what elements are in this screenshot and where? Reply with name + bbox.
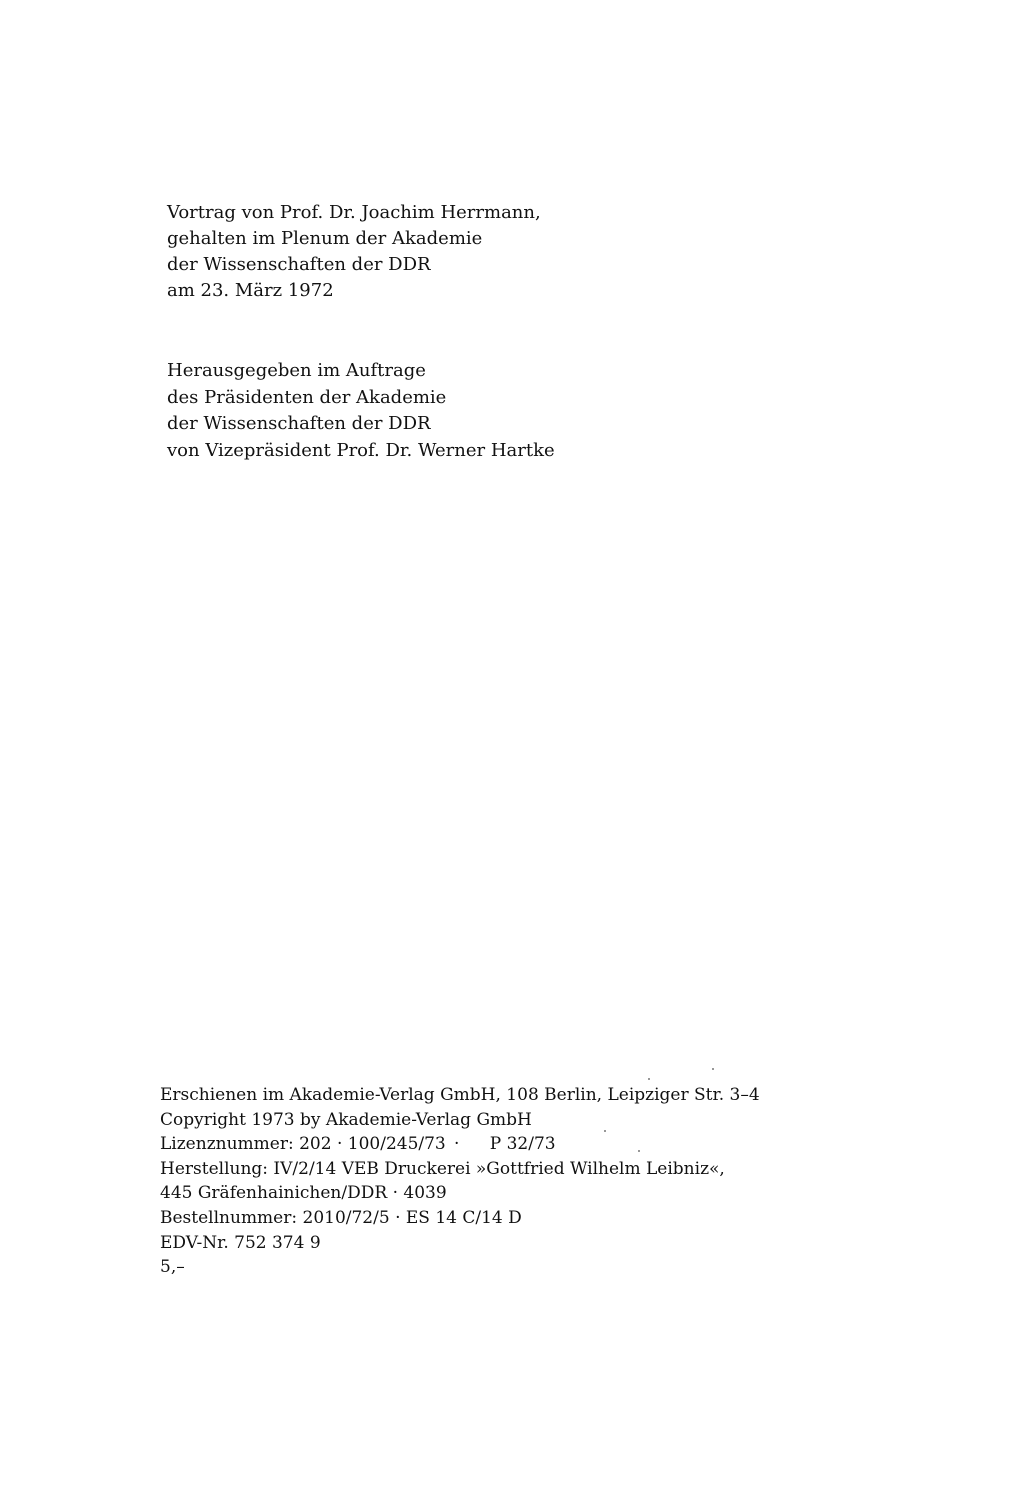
imprint-production-place: 445 Gräfenhainichen/DDR · 4039 [160, 1183, 447, 1204]
imprint-order-number: Bestellnummer: 2010/72/5 · ES 14 C/14 D [160, 1207, 522, 1228]
imprint-edv-number: EDV-Nr. 752 374 9 [160, 1232, 321, 1253]
lecture-note-line-3: der Wissenschaften der DDR [167, 254, 431, 275]
scan-speck [638, 1150, 640, 1152]
editor-note-line-3: der Wissenschaften der DDR [167, 413, 431, 434]
editor-note [167, 358, 555, 464]
imprint-price: 5,– [160, 1257, 185, 1278]
scan-speck [648, 1078, 650, 1080]
lecture-note-line-4: am 23. März 1972 [167, 280, 334, 301]
lecture-note [167, 200, 541, 304]
scan-speck [604, 1130, 606, 1132]
lecture-note-line-2: gehalten im Plenum der Akademie [167, 228, 483, 249]
scan-speck [712, 1068, 714, 1070]
editor-note-line-2: des Präsidenten der Akademie [167, 386, 447, 408]
imprint-license-number: Lizenznummer: 202 · 100/245/73 [160, 1134, 446, 1155]
imprint-license [160, 1132, 760, 1157]
imprint-production: Herstellung: IV/2/14 VEB Druckerei »Gottfried Wilhelm Leibniz«, [160, 1158, 725, 1179]
imprint-publisher: Erschienen im Akademie-Verlag GmbH, 108 Berlin, Leipziger Str. 3–4 [160, 1085, 760, 1105]
editor-note-line-1: Herausgegeben im Auftrage [167, 360, 426, 381]
imprint-license-code: P 32/73 [489, 1134, 556, 1155]
imprint [160, 1083, 760, 1280]
lecture-note-line-1: Vortrag von Prof. Dr. Joachim Herrmann, [167, 202, 541, 223]
imprint-license-separator: · [454, 1134, 460, 1155]
editor-note-line-4: von Vizepräsident Prof. Dr. Werner Hartke [167, 439, 555, 461]
imprint-copyright: Copyright 1973 by Akademie-Verlag GmbH [160, 1109, 532, 1130]
